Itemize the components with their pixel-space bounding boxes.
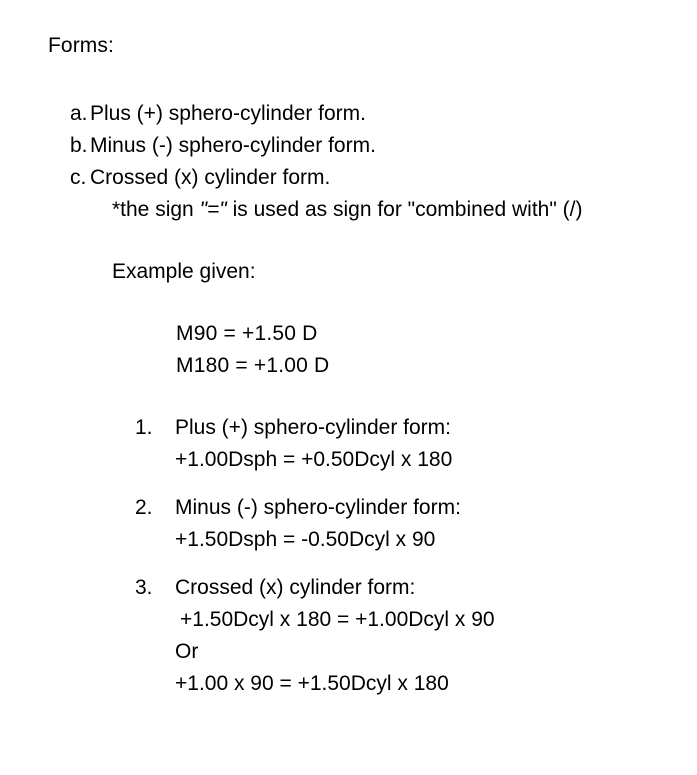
- list-item: [48, 98, 668, 130]
- list-item-label: Plus (+) sphero-cylinder form.: [90, 102, 367, 125]
- list-marker: 1.: [135, 416, 153, 439]
- numbered-form-list: [135, 412, 655, 700]
- numbered-item-body: [135, 604, 655, 700]
- numbered-item-title: Crossed (x) cylinder form:: [175, 576, 416, 599]
- note-quoted-phrase: "combined with": [407, 198, 557, 221]
- numbered-item-head: [135, 412, 655, 444]
- note-middle: is used as sign for: [226, 198, 408, 221]
- list-item: [135, 572, 655, 700]
- numbered-item-title: Plus (+) sphero-cylinder form:: [175, 416, 452, 439]
- alternative-connector: Or: [175, 640, 199, 663]
- numbered-item-title: Minus (-) sphero-cylinder form:: [175, 496, 461, 519]
- meridian-value-line: M180 = +1.00 D: [176, 354, 330, 377]
- list-item-label: Crossed (x) cylinder form.: [90, 166, 331, 189]
- list-marker: 2.: [135, 496, 153, 519]
- example-values: [176, 318, 329, 382]
- numbered-item-body: [135, 444, 655, 476]
- formula-line: +1.50Dcyl x 180 = +1.00Dcyl x 90: [180, 608, 495, 631]
- list-marker: b.: [70, 134, 88, 157]
- note-prefix: *the sign: [112, 198, 200, 221]
- lettered-form-list: [48, 98, 668, 194]
- note-suffix: (/): [556, 198, 583, 221]
- sign-note: [112, 194, 582, 226]
- numbered-item-body: [135, 524, 655, 556]
- page-title: Forms:: [48, 34, 114, 57]
- list-marker: 3.: [135, 576, 153, 599]
- meridian-value-line: M90 = +1.50 D: [176, 322, 318, 345]
- list-item-label: Minus (-) sphero-cylinder form.: [90, 134, 376, 157]
- list-marker: c.: [70, 166, 87, 189]
- example-heading: Example given:: [112, 260, 256, 283]
- note-quoted-sign: "=": [199, 198, 227, 221]
- formula-line: +1.50Dsph = -0.50Dcyl x 90: [175, 528, 436, 551]
- formula-line: +1.00 x 90 = +1.50Dcyl x 180: [175, 672, 449, 695]
- list-item: [135, 492, 655, 556]
- numbered-item-head: [135, 572, 655, 604]
- list-marker: a.: [70, 102, 88, 125]
- list-item: [48, 130, 668, 162]
- list-item: [135, 412, 655, 476]
- formula-line: +1.00Dsph = +0.50Dcyl x 180: [175, 448, 453, 471]
- numbered-item-head: [135, 492, 655, 524]
- list-item: [48, 162, 668, 194]
